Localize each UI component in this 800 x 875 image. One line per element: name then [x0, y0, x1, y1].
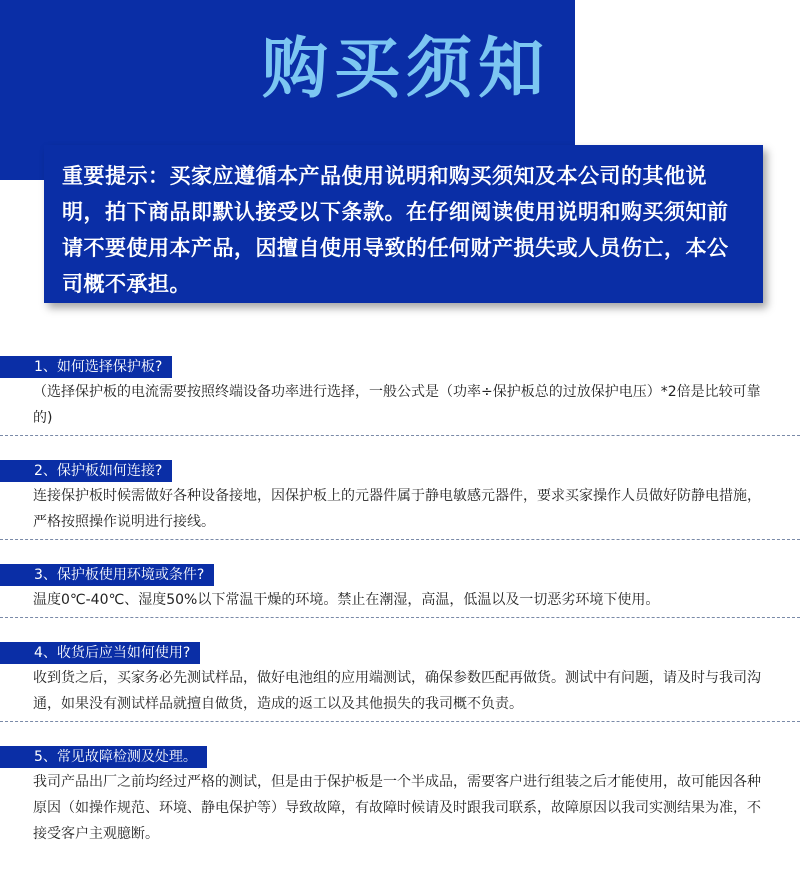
section-heading: 3、保护板使用环境或条件? — [0, 564, 214, 586]
faq-section — [0, 746, 800, 851]
section-heading: 4、收货后应当如何使用? — [0, 642, 200, 664]
section-body: 收到货之后，买家务必先测试样品，做好电池组的应用端测试，确保参数匹配再做货。测试中有问题，请及时与我司沟通，如果没有测试样品就擅自做货，造成的返工以及其他损失的我司概不负责。 — [0, 664, 800, 722]
section-heading: 5、常见故障检测及处理。 — [0, 746, 207, 768]
section-body: 温度0℃-40℃、湿度50%以下常温干燥的环境。禁止在潮湿，高温，低温以及一切恶劣环境下使用。 — [0, 586, 800, 618]
section-heading: 1、如何选择保护板? — [0, 356, 172, 378]
faq-section — [0, 642, 800, 722]
faq-section — [0, 460, 800, 540]
section-body: （选择保护板的电流需要按照终端设备功率进行选择，一般公式是（功率÷保护板总的过放保护电压）*2倍是比较可靠的) — [0, 378, 800, 436]
important-notice: 重要提示：买家应遵循本产品使用说明和购买须知及本公司的其他说明，拍下商品即默认接受以下条款。在仔细阅读使用说明和购买须知前请不要使用本产品，因擅自使用导致的任何财产损失或人员伤亡，本公司概不承担。 — [44, 145, 763, 303]
page-title: 购买须知 — [262, 30, 550, 107]
section-body: 连接保护板时候需做好各种设备接地，因保护板上的元器件属于静电敏感元器件，要求买家操作人员做好防静电措施，严格按照操作说明进行接线。 — [0, 482, 800, 540]
section-body: 我司产品出厂之前均经过严格的测试，但是由于保护板是一个半成品，需要客户进行组装之后才能使用，故可能因各种原因（如操作规范、环境、静电保护等）导致故障，有故障时候请及时跟我司联系，故障原因以我司实测结果为准，不接受客户主观臆断。 — [33, 774, 761, 842]
faq-section — [0, 564, 800, 618]
faq-sections — [0, 356, 800, 875]
section-heading: 2、保护板如何连接? — [0, 460, 172, 482]
faq-section — [0, 356, 800, 436]
